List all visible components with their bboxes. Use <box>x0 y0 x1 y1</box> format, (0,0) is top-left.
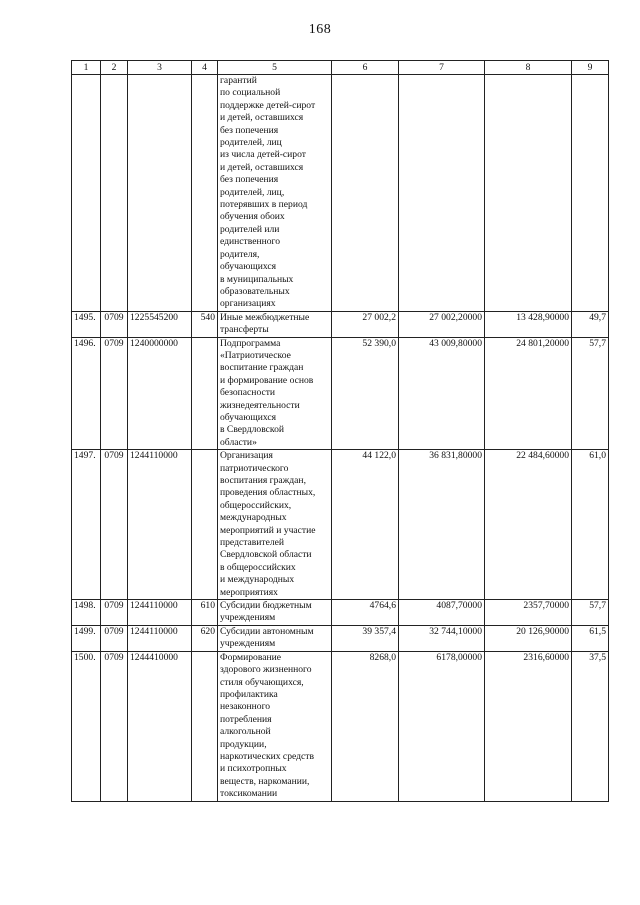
row-number-cell: 1495. <box>72 311 101 337</box>
target-code-cell: 1244110000 <box>128 625 192 651</box>
amount-col7-cell: 32 744,10000 <box>399 625 485 651</box>
section-code-cell: 0709 <box>101 600 128 626</box>
amount-col7-cell <box>399 75 485 312</box>
target-code-cell: 1240000000 <box>128 337 192 450</box>
expense-type-cell: 610 <box>192 600 218 626</box>
item-name-line: жизнедеятельности <box>220 399 300 411</box>
item-name-line: из числа детей-сирот <box>220 149 306 161</box>
item-name-cell <box>218 600 332 626</box>
item-name-line: Субсидии автономным <box>220 625 314 637</box>
target-code-cell <box>128 75 192 312</box>
table-row <box>72 600 609 626</box>
item-name-line: без попечения <box>220 124 279 136</box>
item-name-line: поддержке детей-сирот <box>220 99 316 111</box>
amount-col6-cell: 52 390,0 <box>332 337 399 450</box>
item-name-line: родителей, лиц, <box>220 186 285 198</box>
item-name-line: токсикомании <box>220 788 278 800</box>
section-code-cell: 0709 <box>101 651 128 801</box>
item-name-line: потерявших в период <box>220 199 308 211</box>
percent-cell <box>572 75 609 312</box>
table-row <box>72 75 609 312</box>
item-name-line: воспитание граждан <box>220 362 304 374</box>
item-name-line: по социальной <box>220 87 281 99</box>
item-name-line: веществ, наркомании, <box>220 775 310 787</box>
header-cell: 3 <box>128 61 192 75</box>
item-name-cell <box>218 450 332 600</box>
item-name-line: трансферты <box>220 324 269 336</box>
item-name-line: единственного <box>220 236 281 248</box>
table-row <box>72 337 609 450</box>
item-name-line: незаконного <box>220 701 271 713</box>
section-code-cell <box>101 75 128 312</box>
table-row <box>72 311 609 337</box>
item-name-line: Формирование <box>220 651 282 663</box>
item-name-line: образовательных <box>220 285 290 297</box>
item-name-line: родителя, <box>220 248 260 260</box>
item-name-line: продукции, <box>220 738 267 750</box>
item-name-line: «Патриотическое <box>220 349 291 361</box>
amount-col8-cell: 2357,70000 <box>485 600 572 626</box>
amount-col6-cell <box>332 75 399 312</box>
item-name-line: гарантий <box>220 75 257 86</box>
amount-col6-cell: 8268,0 <box>332 651 399 801</box>
item-name-line: представителей <box>220 537 285 549</box>
amount-col8-cell: 13 428,90000 <box>485 311 572 337</box>
section-code-cell: 0709 <box>101 450 128 600</box>
header-cell: 6 <box>332 61 399 75</box>
amount-col8-cell: 22 484,60000 <box>485 450 572 600</box>
expense-type-cell: 540 <box>192 311 218 337</box>
item-name-line: профилактика <box>220 688 278 700</box>
item-name-line: учреждениям <box>220 638 276 650</box>
percent-cell: 37,5 <box>572 651 609 801</box>
expense-type-cell <box>192 75 218 312</box>
row-number-cell: 1496. <box>72 337 101 450</box>
amount-col6-cell: 27 002,2 <box>332 311 399 337</box>
row-number-cell: 1500. <box>72 651 101 801</box>
row-number-cell: 1499. <box>72 625 101 651</box>
item-name-line: патриотического <box>220 462 289 474</box>
item-name-line: без попечения <box>220 174 279 186</box>
amount-col6-cell: 4764,6 <box>332 600 399 626</box>
item-name-line: и формирование основ <box>220 374 314 386</box>
item-name-line: в Свердловской <box>220 424 285 436</box>
row-number-cell: 1498. <box>72 600 101 626</box>
section-code-cell: 0709 <box>101 625 128 651</box>
amount-col7-cell: 4087,70000 <box>399 600 485 626</box>
table-row <box>72 651 609 801</box>
amount-col8-cell <box>485 75 572 312</box>
item-name-line: и детей, оставшихся <box>220 161 304 173</box>
item-name-line: обучения обоих <box>220 211 285 223</box>
amount-col6-cell: 39 357,4 <box>332 625 399 651</box>
item-name-line: Субсидии бюджетным <box>220 600 312 612</box>
item-name-line: здорового жизненного <box>220 664 312 676</box>
percent-cell: 61,0 <box>572 450 609 600</box>
item-name-line: и детей, оставшихся <box>220 112 304 124</box>
amount-col7-cell: 36 831,80000 <box>399 450 485 600</box>
item-name-line: родителей или <box>220 223 280 235</box>
section-code-cell: 0709 <box>101 311 128 337</box>
amount-col8-cell: 20 126,90000 <box>485 625 572 651</box>
item-name-line: мероприятиях <box>220 586 278 598</box>
percent-cell: 57,7 <box>572 337 609 450</box>
item-name-line: проведения областных, <box>220 487 316 499</box>
amount-col8-cell: 2316,60000 <box>485 651 572 801</box>
item-name-cell <box>218 311 332 337</box>
item-name-line: воспитания граждан, <box>220 475 306 486</box>
item-name-line: Подпрограмма <box>220 337 281 349</box>
item-name-line: международных <box>220 512 287 524</box>
header-cell: 7 <box>399 61 485 75</box>
row-number-cell <box>72 75 101 312</box>
target-code-cell: 1244410000 <box>128 651 192 801</box>
item-name-line: в общероссийских <box>220 561 296 573</box>
item-name-line: безопасности <box>220 387 276 399</box>
item-name-line: обучающихся <box>220 411 277 423</box>
item-name-line: потребления <box>220 713 272 725</box>
expense-type-cell: 620 <box>192 625 218 651</box>
budget-table <box>71 60 609 802</box>
amount-col7-cell: 27 002,20000 <box>399 311 485 337</box>
row-number-cell: 1497. <box>72 450 101 600</box>
item-name-line: и международных <box>220 574 295 586</box>
amount-col7-cell: 43 009,80000 <box>399 337 485 450</box>
section-code-cell: 0709 <box>101 337 128 450</box>
item-name-line: Организация <box>220 450 273 462</box>
percent-cell: 61,5 <box>572 625 609 651</box>
table-row <box>72 625 609 651</box>
target-code-cell: 1244110000 <box>128 600 192 626</box>
item-name-line: области» <box>220 436 257 448</box>
percent-cell: 57,7 <box>572 600 609 626</box>
table-row <box>72 450 609 600</box>
expense-type-cell <box>192 651 218 801</box>
header-cell: 4 <box>192 61 218 75</box>
item-name-line: родителей, лиц <box>220 137 282 149</box>
header-cell: 9 <box>572 61 609 75</box>
item-name-cell <box>218 337 332 450</box>
expense-type-cell <box>192 337 218 450</box>
amount-col7-cell: 6178,00000 <box>399 651 485 801</box>
item-name-line: обучающихся <box>220 261 277 273</box>
item-name-cell <box>218 625 332 651</box>
table-header-row <box>72 61 609 75</box>
amount-col8-cell: 24 801,20000 <box>485 337 572 450</box>
header-cell: 8 <box>485 61 572 75</box>
amount-col6-cell: 44 122,0 <box>332 450 399 600</box>
percent-cell: 49,7 <box>572 311 609 337</box>
item-name-line: учреждениям <box>220 612 276 624</box>
item-name-line: в муниципальных <box>220 273 294 285</box>
item-name-line: наркотических средств <box>220 750 314 762</box>
item-name-line: Иные межбюджетные <box>220 311 310 323</box>
header-cell: 1 <box>72 61 101 75</box>
target-code-cell: 1244110000 <box>128 450 192 600</box>
item-name-line: стиля обучающихся, <box>220 676 304 688</box>
item-name-line: алкогольной <box>220 726 271 738</box>
item-name-line: общероссийских, <box>220 499 292 511</box>
item-name-line: мероприятий и участие <box>220 524 316 536</box>
header-cell: 5 <box>218 61 332 75</box>
item-name-line: организациях <box>220 298 276 310</box>
item-name-cell <box>218 651 332 801</box>
page-number: 168 <box>308 22 332 37</box>
target-code-cell: 1225545200 <box>128 311 192 337</box>
table-body <box>72 61 609 802</box>
expense-type-cell <box>192 450 218 600</box>
item-name-line: Свердловской области <box>220 549 312 561</box>
header-cell: 2 <box>101 61 128 75</box>
item-name-cell <box>218 75 332 312</box>
item-name-line: и психотропных <box>220 763 287 775</box>
